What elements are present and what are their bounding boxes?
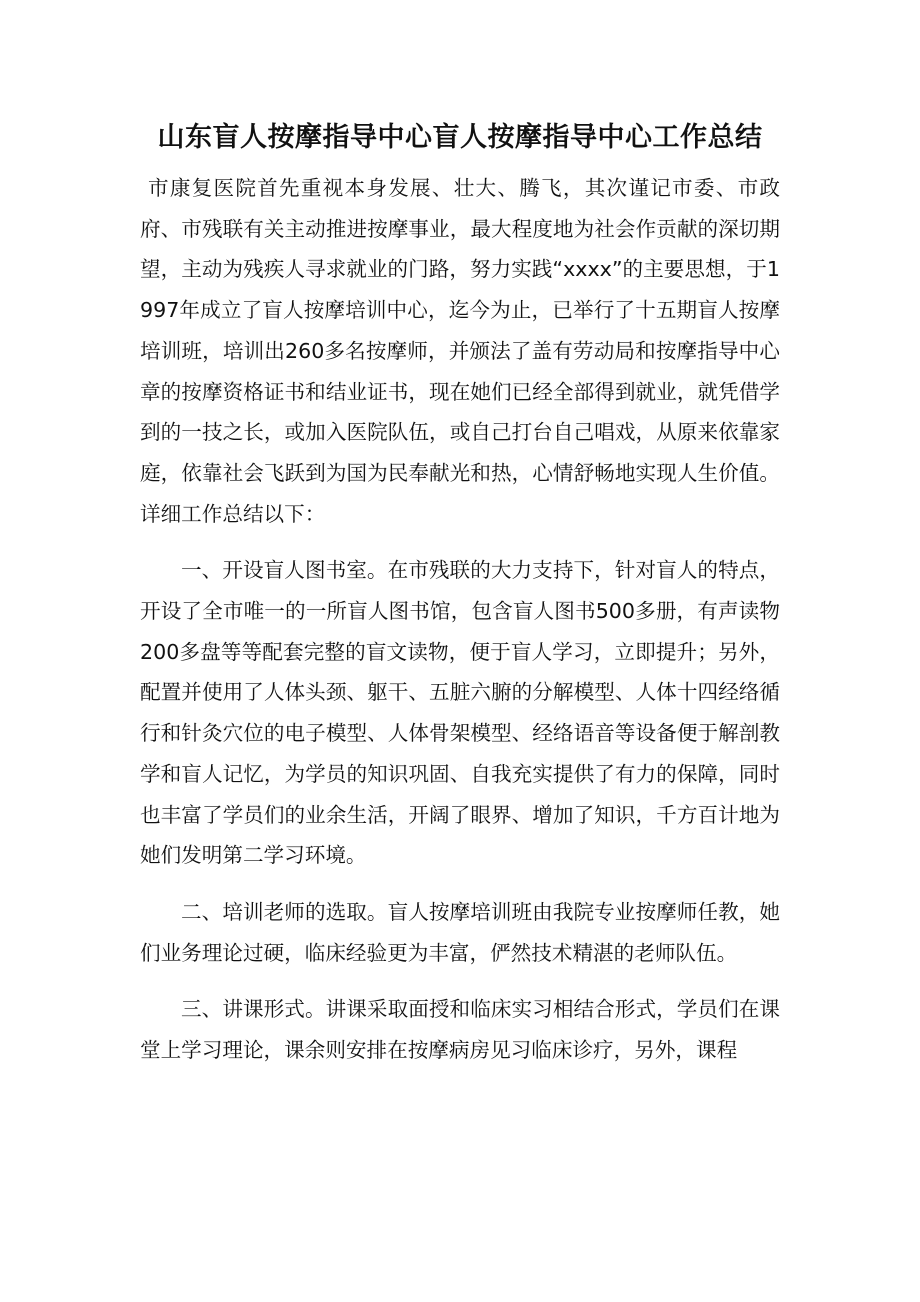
intro-paragraph: 市康复医院首先重视本身发展、壮大、腾飞，其次谨记市委、市政府、市残联有关主动推进按摩事业，最大程度地为社会作贡献的深切期望，主动为残疾人寻求就业的门路，努力实践“xxxx”的主要思想，于1997年成立了盲人按摩培训中心，迄今为止，已举行了十五期盲人按摩培训班，培训出260多名按摩师，并颁法了盖有劳动局和按摩指导中心章的按摩资格证书和结业证书，现在她们已经全部得到就业，就凭借学到的一技之长，或加入医院队伍，或自己打台自己唱戏，从原来依靠家庭，依靠社会飞跃到为国为民奉献光和热，心情舒畅地实现人生价值。详细工作总结以下： <box>140 176 780 526</box>
section-3-paragraph: 三、讲课形式。讲课采取面授和临床实习相结合形式，学员们在课堂上学习理论，课余则安排在按摩病房见习临床诊疗，另外，课程 <box>140 997 780 1063</box>
section-1-paragraph: 一、开设盲人图书室。在市残联的大力支持下，针对盲人的特点，开设了全市唯一的一所盲人图书馆，包含盲人图书500多册，有声读物200多盘等等配套完整的盲文读物，便于盲人学习，立即提升；另外，配置并使用了人体头颈、躯干、五脏六腑的分解模型、人体十四经络循行和针灸穴位的电子模型、人体骨架模型、经络语音等设备便于解剖教学和盲人记忆，为学员的知识巩固、自我充实提供了有力的保障，同时也丰富了学员们的业余生活，开阔了眼界、增加了知识，千方百计地为她们发明第二学习环境。 <box>140 558 780 868</box>
document-body <box>140 168 780 1087</box>
document-title: 山东盲人按摩指导中心盲人按摩指导中心工作总结 <box>157 122 763 153</box>
section-2-paragraph: 二、培训老师的选取。盲人按摩培训班由我院专业按摩师任教，她们业务理论过硬，临床经验更为丰富，俨然技术精湛的老师队伍。 <box>140 899 780 965</box>
